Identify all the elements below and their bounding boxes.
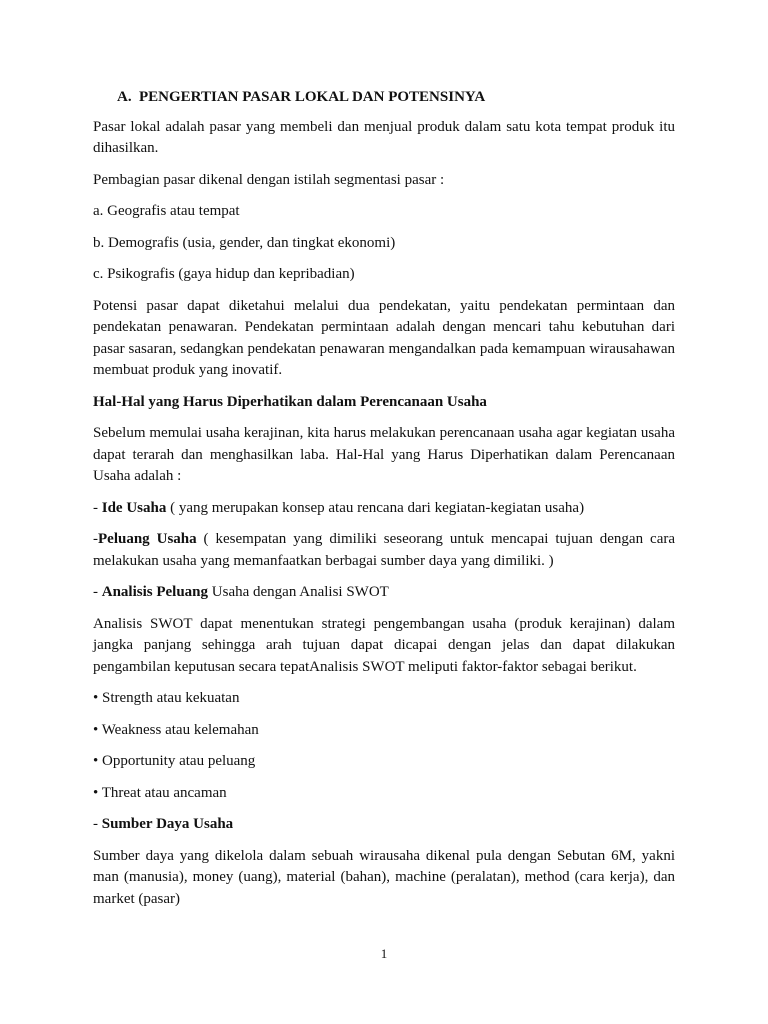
analisis-label: Analisis Peluang — [101, 584, 209, 600]
peluang-desc: ( kesempatan yang dimiliki seseorang untuk mencapai tujuan dengan cara melakukan usaha yang memanfaatkan berbagai sumber daya yang dimiliki. ) — [93, 531, 675, 569]
sumber-prefix: - — [93, 816, 102, 832]
ide-label: Ide Usaha — [101, 499, 167, 516]
peluang-usaha-item — [93, 529, 675, 572]
ide-usaha-item — [93, 498, 675, 520]
peluang-label: Peluang Usaha — [98, 531, 197, 547]
document-page — [93, 87, 675, 920]
intro-paragraph: Pasar lokal adalah pasar yang membeli dan menjual produk dalam satu kota tempat produk itu dihasilkan. — [93, 118, 675, 156]
segment-item: a. Geografis atau tempat — [93, 203, 240, 219]
potensi-paragraph: Potensi pasar dapat diketahui melalui dua pendekatan, yaitu pendekatan permintaan dan pendekatan penawaran. Pendekatan permintaan adalah dengan mencari tahu kebutuhan dari pasar sasaran, sedangkan pendekatan penawaran mengandalkan pada kemampuan wirausahawan membuat produk yang inovatif. — [93, 297, 675, 378]
section2-title: Hal-Hal yang Harus Diperhatikan dalam Perencanaan Usaha — [93, 393, 487, 410]
swot-item: • Strength atau kekuatan — [93, 690, 240, 706]
sumber-daya-paragraph: Sumber daya yang dikelola dalam sebuah wirausaha dikenal pula dengan Sebutan 6M, yakni man (manusia), money (uang), material (bahan), machine (peralatan), method (cara kerja), dan market (pasar) — [93, 847, 675, 907]
ide-desc: ( yang merupakan konsep atau rencana dari kegiatan-kegiatan usaha) — [166, 499, 585, 516]
section2-intro: Sebelum memulai usaha kerajinan, kita harus melakukan perencanaan usaha agar kegiatan usaha dapat terarah dan menghasilkan laba. Hal-Hal yang Harus Diperhatikan dalam Perencanaan Usaha adalah : — [93, 425, 675, 484]
peluang-prefix: - — [93, 531, 98, 547]
analisis-peluang-item — [93, 582, 675, 604]
segment-intro: Pembagian pasar dikenal dengan istilah segmentasi pasar : — [93, 171, 445, 188]
sumber-daya-heading — [93, 814, 675, 836]
segment-item: b. Demografis (usia, gender, dan tingkat ekonomi) — [93, 234, 396, 251]
swot-paragraph: Analisis SWOT dapat menentukan strategi pengembangan usaha (produk kerajinan) dalam jangka panjang sehingga arah tujuan dapat dicapai dengan jelas dan dapat dilakukan pengambilan keputusan secara tepatAnalisis SWOT meliputi faktor-faktor sebagai berikut. — [93, 615, 675, 675]
heading-number: A. — [117, 89, 132, 105]
section-heading — [117, 87, 675, 109]
swot-item: • Opportunity atau peluang — [93, 753, 256, 769]
sumber-label: Sumber Daya Usaha — [101, 816, 234, 832]
ide-prefix: - — [93, 499, 102, 516]
swot-item: • Weakness atau kelemahan — [93, 721, 259, 738]
heading-text: PENGERTIAN PASAR LOKAL DAN POTENSINYA — [139, 89, 486, 105]
analisis-desc: Usaha dengan Analisi SWOT — [208, 584, 389, 600]
segment-item: c. Psikografis (gaya hidup dan kepribadian) — [93, 266, 355, 282]
swot-item: • Threat atau ancaman — [93, 784, 227, 801]
page-number: 1 — [380, 946, 388, 961]
analisis-prefix: - — [93, 584, 102, 600]
